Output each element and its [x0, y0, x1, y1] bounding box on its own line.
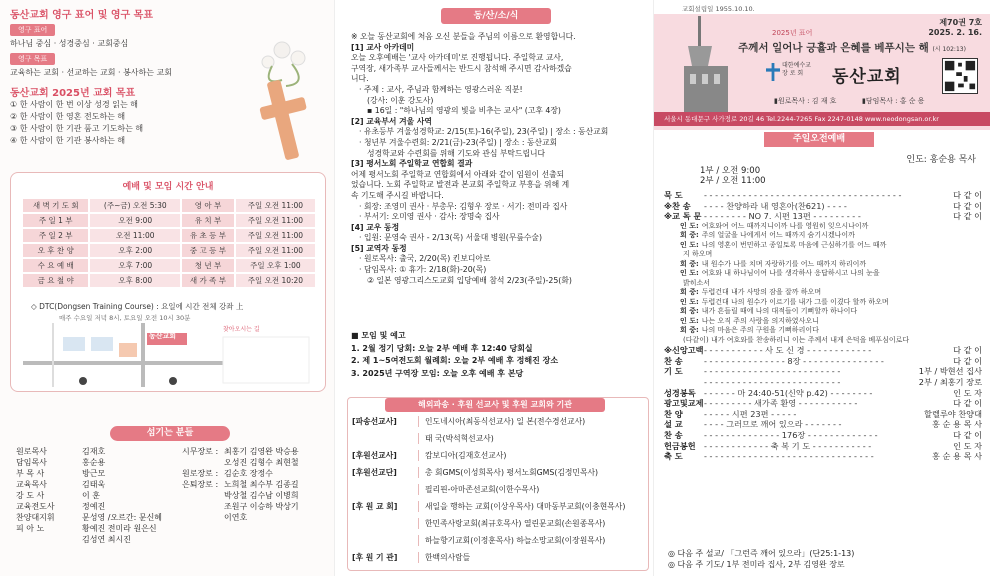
responsive-role: 인 도:	[680, 240, 699, 249]
times-cell: 유 치 부	[182, 214, 234, 227]
meetings-title: ■ 모임 및 예고	[351, 331, 406, 340]
times-cell: 주 일 1 부	[23, 214, 88, 227]
order-row	[664, 409, 982, 420]
slogan	[714, 40, 990, 55]
news-line: [3] 평서노회 주일학교 연합회 결과	[351, 159, 473, 169]
order-leader: 홍 순 용 목 사	[932, 419, 982, 430]
staff-sep	[72, 523, 82, 534]
order-leader: 1부 / 박현선 집사	[918, 366, 982, 377]
times-cell: 오후 8:00	[90, 274, 180, 287]
staff-names: 노희철 최수부 김종길	[224, 480, 299, 489]
news-line: 오늘 오후예배는 '교사 아카데미'로 진행됩니다. 주일학교 교사,	[351, 53, 564, 63]
staff-row	[16, 523, 186, 534]
news-line: 성경학교와 수련회를 위해 기도와 관심 부탁드립니다	[367, 148, 546, 158]
mission-value: 캄보디아(김재호선교사)	[418, 450, 646, 461]
times-cell: 금 요 철 야	[23, 274, 88, 287]
responsive-text: 밝히소서	[683, 278, 711, 287]
responsive-text: 여호와 내 하나님이여 나를 생각하사 응답하시고 나의 눈을	[701, 269, 880, 278]
responsive-line	[664, 260, 982, 270]
news-line: · 담임목사: ① 휴가: 2/18(화)-20(목)	[359, 265, 487, 275]
staff-label: 은퇴장로 :	[182, 480, 219, 489]
staff-names: 이연호	[224, 513, 248, 522]
responsive-text: 두렵건대 나의 원수가 이르기를 내가 그를 이겼다 할까 하오며	[701, 297, 889, 306]
service-title: 주일오전예배	[764, 132, 874, 147]
responsive-line	[664, 269, 982, 279]
mission-box	[347, 397, 649, 571]
staff-sep	[72, 479, 82, 490]
slogan-text: 주께서 일어나 긍휼과 은혜를 베푸시는 해	[738, 42, 929, 54]
mission-label: [후 원 기 관]	[352, 553, 398, 562]
responsive-line	[664, 288, 982, 298]
order-row	[664, 419, 982, 430]
staff-row	[16, 512, 186, 523]
order-row	[664, 377, 982, 388]
order-label: 찬 송	[664, 355, 683, 366]
times-row	[23, 199, 315, 212]
responsive-line	[664, 298, 982, 308]
address-bar: 서울시 동대문구 사가정로 20길 46 Tel.2244-7265 Fax 2247-0148 www.neodongsan.or.kr	[654, 112, 990, 126]
order-leader: 홍 순 용 목 사	[932, 451, 982, 462]
responsive-role: 인 도:	[680, 297, 699, 306]
staff-left-list	[16, 446, 186, 545]
service-time: 2부 / 오전 11:00	[700, 176, 766, 186]
senior-pastor: ▮담임목사 : 홍 순 용	[862, 97, 925, 105]
order-label: ※신앙고백	[664, 345, 704, 356]
responsive-text: 내가 흔들릴 때에 나의 대적들이 기뻐할까 하나이다	[701, 307, 858, 316]
staff-names: 박상철 김수남 이병희	[224, 491, 299, 500]
goal-2025-item: ① 한 사람이 한 번 이상 성경 읽는 해	[10, 100, 138, 109]
denom-line: 대한예수교	[782, 62, 811, 69]
staff-sep	[72, 512, 82, 523]
staff-role: 부 목 사	[16, 469, 45, 478]
staff-role: 교육전도사	[16, 502, 55, 511]
news-line: [1] 교사 아카데미	[351, 42, 415, 52]
responsive-line	[664, 231, 982, 241]
mission-value: 하늘향기교회(이정훈목사) 하늘소망교회(이장원목사)	[418, 535, 646, 546]
order-content: - - - - - - - - - - - - - - - 8장 - - - - - - - - - - - - - - -	[704, 355, 884, 366]
responsive-text: 두렵건대 내가 사망의 잠을 잘까 하오며	[701, 288, 822, 297]
order-leader: 다 같 이	[953, 398, 982, 409]
order-label: ※찬 송	[664, 200, 691, 211]
mission-row	[352, 433, 646, 444]
order-content: - - - - - - - - - - - - - - - - - - - - - - - - -	[704, 377, 841, 388]
news-list	[351, 32, 647, 286]
church-goals	[10, 6, 326, 166]
responsive-role: 회 중:	[680, 288, 699, 297]
staff-row	[16, 446, 186, 457]
center-panel	[334, 0, 654, 576]
staff-names: 최홍기 김영완 박승용	[224, 447, 299, 456]
times-title: 예배 및 모임 시간 안내	[122, 182, 214, 192]
responsive-line	[664, 241, 982, 251]
times-cell: 청 년 부	[182, 259, 234, 272]
staff-role: 찬양대지휘	[16, 513, 55, 522]
order-leader: 인 도 자	[953, 387, 982, 398]
staff-names: 조원구 이승하 박상기	[224, 502, 299, 511]
order-content: - - - - - - - - - - - - - - - - - - - - - - - - - - - - - - - - - - - -	[704, 190, 902, 200]
responsive-text: 내 원수가 나를 치며 자랑하기를 어느 때까지 하리이까	[701, 259, 867, 268]
responsive-line	[664, 307, 982, 317]
staff-role: 교육목사	[16, 480, 47, 489]
times-cell: 오전 9:00	[90, 214, 180, 227]
order-label	[664, 377, 704, 388]
mission-row	[352, 501, 646, 512]
order-leader: 인 도 자	[953, 440, 982, 451]
responsive-text: (다같이) 내가 여호와를 찬송하리니 이는 주께서 내게 은덕을 베푸심이로다	[683, 335, 910, 344]
mission-row	[352, 535, 646, 546]
staff-sep	[72, 490, 82, 501]
next-sermon: ◎ 다음 주 설교/ 「그런즉 깨어 있으라」(단25:1-13)	[668, 549, 855, 558]
times-cell: 오후 2:00	[90, 244, 180, 257]
staff-row	[16, 534, 186, 545]
staff-name: 황예진 전미라 원은신	[82, 524, 157, 533]
staff-names: 김순호 장정수	[224, 469, 273, 478]
mission-label	[352, 433, 418, 444]
slogan-ref: (시 102:13)	[932, 46, 966, 53]
times-row	[23, 244, 315, 257]
order-content: - - - - 찬양하라 내 영혼아(찬621) - - - -	[704, 200, 847, 211]
staff-sep	[72, 468, 82, 479]
mission-label	[352, 535, 418, 546]
order-leader: 할렐루야 찬양대	[924, 408, 982, 419]
times-row	[23, 229, 315, 242]
order-row	[664, 441, 982, 452]
news-line: · 유초등부 겨울성경학교: 2/15(토)-16(주일), 23(주일) | 장소 : 동산교회	[359, 127, 609, 137]
dtc-note: ◇ DTC(Dongsen Training Course) : 요일에 시간 전체 강좌 上	[31, 302, 244, 311]
news-line: 구역장, 새가족부 교사들께서는 반드시 참석해 주시면 감사하겠습	[351, 63, 572, 73]
map-church-label: 동산교회	[149, 332, 177, 340]
goal: 교육하는 교회 · 선교하는 교회 · 봉사하는 교회	[10, 68, 172, 77]
mission-value: 한백의사람들	[418, 552, 646, 563]
staff-label: 시무장로 :	[182, 447, 219, 456]
responsive-line	[664, 250, 982, 260]
mission-value: 필리핀-아마존선교회(이한수목사)	[418, 484, 646, 495]
established-date: 교회설립일 1955.10.10.	[682, 5, 755, 13]
news-line: [2] 교육부서 겨울 사역	[351, 116, 432, 126]
news-line: · 입원: 문영숙 권사 - 2/13(목) 서울대 병원(무릎수술)	[359, 233, 542, 243]
mission-value: 새일을 행하는 교회(이상우목사) 대마동부교회(이충현목사)	[418, 501, 646, 512]
denomination	[782, 62, 826, 78]
order-row	[664, 201, 982, 212]
responsive-text: 지 하오며	[683, 250, 713, 259]
meeting-item: 2. 제 1~5여전도회 월례회: 오늘 2부 예배 후 정해진 장소	[351, 356, 559, 365]
order-row	[664, 366, 982, 377]
goal-2025-item: ② 한 사람이 한 영혼 전도하는 해	[10, 112, 126, 121]
order-leader: 다 같 이	[953, 190, 982, 200]
staff-sep	[72, 534, 82, 545]
mission-row	[352, 552, 646, 563]
mission-row	[352, 450, 646, 461]
times-cell: 중 고 등 부	[182, 244, 234, 257]
times-row	[23, 274, 315, 287]
staff-sep	[72, 457, 82, 468]
mission-label	[352, 518, 418, 529]
worship-times-table	[21, 197, 317, 289]
times-row	[23, 259, 315, 272]
mission-label: [파송선교사]	[352, 417, 397, 426]
mission-row	[352, 518, 646, 529]
order-label: ※교 독 문	[664, 211, 702, 222]
church-building-icon	[678, 16, 734, 122]
news-line: · 부서기: 오미영 권사 · 감사: 장명숙 집사	[359, 212, 500, 222]
news-line: 었습니다. 노회 주일학교 발전과 본교회 주일학교 부흥을 위해 계	[351, 180, 570, 190]
staff-title: 섬기는 분들	[110, 426, 230, 441]
service-times	[700, 166, 766, 186]
order-label: 헌금봉헌	[664, 440, 696, 451]
staff-label: 원로장로 :	[182, 469, 219, 478]
news-line: · 주제 : 교사, 주님과 함께하는 영광스러운 직분!	[359, 84, 523, 94]
responsive-role: 회 중:	[680, 231, 699, 240]
left-panel	[0, 0, 334, 576]
staff-row	[16, 468, 186, 479]
news-line: · 원로목사: 출국, 2/20(목) 킨보디아로	[359, 254, 491, 264]
times-cell: 주일 오전 11:00	[236, 214, 315, 227]
pastor-emeritus: ▮원로목사 : 김 재 호	[774, 97, 837, 105]
staff-role: 담임목사	[16, 458, 47, 467]
order-content: - - - - 그러므로 깨어 있으라 - - - - - - -	[704, 419, 842, 430]
mission-value: 한민족사랑교회(최규호목사) 열린문교회(손원종목사)	[418, 518, 646, 529]
mission-value: 태 국(박석혁선교사)	[418, 433, 646, 444]
news-line: 니다.	[351, 74, 369, 84]
goal-tag: 영구 목표	[10, 53, 55, 65]
news-line: 어제 평서노회 주일학교 연합회에서 아래와 같이 임원이 선출되	[351, 169, 565, 179]
mission-title: 해외파송 · 후원 선교사 및 후원 교회와 기관	[385, 398, 605, 412]
motto: 하나님 중심 · 성경중심 · 교회중심	[10, 39, 129, 48]
staff-row	[16, 501, 186, 512]
staff-right-list	[182, 446, 328, 523]
times-cell: 오 후 찬 양	[23, 244, 88, 257]
order-content: - - - - - - - - - - - - - - - - - - - - - - - - - - - - - - -	[704, 451, 874, 462]
issue-info	[928, 17, 982, 37]
order-leader: 다 같 이	[953, 211, 982, 222]
times-cell: (주~금) 오전 5:30	[90, 199, 180, 212]
qr-code-icon[interactable]	[942, 58, 978, 94]
service-leader: 인도: 홍순용 목사	[906, 155, 976, 165]
order-row	[664, 190, 982, 201]
news-line: ② 일본 영광그리스도교회 입당예배 참석 2/23(주일)-25(화)	[367, 275, 572, 285]
times-cell: 유 초 등 부	[182, 229, 234, 242]
news-line: ※ 오늘 동산교회에 처음 오신 분들을 주님의 이름으로 환영합니다.	[351, 32, 576, 41]
staff-row	[16, 457, 186, 468]
order-row	[664, 430, 982, 441]
order-of-worship	[664, 190, 982, 462]
mission-row	[352, 467, 646, 478]
responsive-role: 인 도:	[680, 269, 699, 278]
order-content: - - - - - - - - - 새가족 환영 - - - - - - - - - - -	[704, 398, 858, 409]
staff-sep	[72, 446, 82, 457]
mission-value: 인도네시아(최동식선교사) 일 본(전수경선교사)	[418, 416, 646, 427]
responsive-line	[664, 222, 982, 232]
staff-name: 정예진	[82, 502, 106, 511]
issue-date: 2025. 2. 16.	[928, 28, 982, 37]
meeting-item: 1. 2월 정기 당회: 오늘 2부 예배 후 12:40 당회실	[351, 343, 533, 353]
mission-label	[352, 484, 418, 495]
goal-2025-item: ③ 한 사람이 한 기관 품고 기도하는 해	[10, 124, 144, 133]
order-leader: 다 같 이	[953, 345, 982, 356]
responsive-text: 나의 영혼이 번민하고 종일토록 마음에 근심하기를 어느 때까	[701, 240, 887, 249]
order-label: 찬 양	[664, 408, 683, 419]
times-cell: 수 요 예 배	[23, 259, 88, 272]
order-content: - - - - - 시편 23편 - - - - -	[704, 408, 797, 419]
dtc-sub: 매주 수요일 저녁 8시, 토요일 오전 10시 30분	[59, 314, 191, 322]
order-label: 기 도	[664, 366, 683, 377]
year-label: 2025년 표어	[772, 29, 813, 37]
staff-name: 방근모	[82, 469, 106, 478]
worship-times-box	[10, 172, 326, 392]
mission-row	[352, 484, 646, 495]
staff-name: 이 훈	[82, 491, 100, 500]
mission-label: [후원선교단]	[352, 468, 397, 477]
right-panel	[654, 0, 990, 576]
order-leader: 2부 / 최홍기 장로	[918, 377, 982, 388]
staff-role: 원로목사	[16, 447, 47, 456]
order-content: - - - - - - 마 24:40-51(신약 p.42) - - - - - - - -	[704, 387, 873, 398]
responsive-role: 회 중:	[680, 326, 699, 335]
responsive-line	[664, 336, 982, 346]
responsive-role: 인 도:	[680, 221, 699, 230]
denom-line: 장 로 회	[782, 70, 804, 77]
responsive-text: 나는 오직 주의 사랑을 의지하였사오니	[701, 316, 819, 325]
responsive-text: 여호와여 어느 때까지니이까 나를 영원히 잊으시나이까	[701, 221, 869, 230]
church-name: 동산교회	[832, 67, 902, 87]
order-label: 광고및교제	[664, 398, 704, 409]
times-cell: 주일 오전 11:00	[236, 199, 315, 212]
news-line: [4] 교우 동정	[351, 222, 400, 232]
times-cell: 주일 오전 11:00	[236, 229, 315, 242]
order-content: - - - - - - - - - - - - - - - - - - - - - - - - -	[704, 366, 841, 377]
meetings	[351, 330, 647, 380]
times-cell: 주일 오전 10:20	[236, 274, 315, 287]
order-leader: 다 같 이	[953, 355, 982, 366]
news-line: (강사: 이훈 강도사)	[367, 95, 434, 105]
news-line: ▪ 16일 : "하나님의 영광의 빛을 비추는 교사" (고후 4장)	[367, 106, 561, 116]
staff-row	[16, 479, 186, 490]
order-row	[664, 388, 982, 399]
times-cell: 영 아 부	[182, 199, 234, 212]
goals-title: 동산교회 영구 표어 및 영구 목표	[10, 10, 153, 21]
goals2025-title: 동산교회 2025년 교회 목표	[10, 88, 136, 99]
next-prayer: ◎ 다음 주 기도/ 1부 전미라 집사, 2부 김영완 장로	[668, 560, 845, 569]
times-row	[23, 214, 315, 227]
staff-role	[16, 534, 72, 545]
staff-role: 피 아 노	[16, 524, 45, 533]
staff-name: 김태욱	[82, 480, 106, 489]
order-row	[664, 398, 982, 409]
responsive-text: 나의 마음은 주의 구원을 기뻐하리이다	[701, 326, 819, 335]
responsive-role: 인 도:	[680, 316, 699, 325]
order-content: - - - - - - - - - - - - 축 복 기 도 - - - - - - - - - - -	[704, 440, 872, 451]
svg-text:찾아오시는 길: 찾아오시는 길	[223, 326, 260, 333]
staff-name: 홍순용	[82, 458, 106, 467]
mission-label: [후원선교사]	[352, 451, 397, 460]
news-line: · 회장: 조영미 권사 · 부총무: 김형우 장로 · 서기: 전미라 집사	[359, 201, 568, 211]
meeting-item: 3. 2025년 구역장 모임: 오늘 오후 예배 후 본당	[351, 368, 524, 378]
order-content: - - - - - - - - - - - 사 도 신 경 - - - - - - - - - - - -	[704, 345, 872, 356]
order-row	[664, 451, 982, 462]
times-cell: 오후 7:00	[90, 259, 180, 272]
mission-value: 총 회GMS(이성희목사) 평서노회GMS(김정민목사)	[418, 467, 646, 478]
staff-sep	[72, 501, 82, 512]
staff-role: 강 도 사	[16, 491, 45, 500]
news-title: 동/산/소/식	[441, 8, 551, 24]
order-row	[664, 211, 982, 222]
issue-volume: 제70권 7호	[939, 18, 982, 27]
times-cell: 주 일 2 부	[23, 229, 88, 242]
staff-name: 김성연 최시진	[82, 535, 131, 544]
order-label: 성경봉독	[664, 387, 696, 398]
order-leader: 다 같 이	[953, 430, 982, 441]
motto-tag: 영구 표어	[10, 24, 55, 36]
service-time: 1부 / 오전 9:00	[700, 166, 761, 176]
mission-label: [후 원 교 회]	[352, 502, 398, 511]
mission-row	[352, 416, 646, 427]
order-leader: 다 같 이	[953, 200, 982, 211]
news-line: 속 기도해 주시길 바랍니다.	[351, 190, 444, 200]
staff-name: 김재호	[82, 447, 106, 456]
order-row	[664, 345, 982, 356]
staff-row	[16, 490, 186, 501]
order-content: - - - - - - - - NO 7. 시편 13편 - - - - - - - - -	[704, 211, 861, 222]
order-label: 찬 송	[664, 430, 683, 441]
times-cell: 주일 오전 11:00	[236, 244, 315, 257]
next-week	[668, 548, 854, 570]
order-label: 설 교	[664, 419, 683, 430]
times-cell: 새 벽 기 도 회	[23, 199, 88, 212]
staff-box	[10, 426, 326, 572]
responsive-line	[664, 279, 982, 289]
order-content: - - - - - - - - - - - - - - 176장 - - - - - - - - - - - - -	[704, 430, 878, 441]
news-line: [5] 교역자 동정	[351, 243, 407, 253]
staff-name: 문성영 /오르간: 문신혜	[82, 513, 163, 522]
order-label: 축 도	[664, 451, 683, 462]
responsive-role: 회 중:	[680, 259, 699, 268]
order-row	[664, 356, 982, 367]
goal-2025-item: ④ 한 사람이 한 기관 봉사하는 해	[10, 136, 126, 145]
times-cell: 새 가 족 부	[182, 274, 234, 287]
responsive-role: 회 중:	[680, 307, 699, 316]
responsive-line	[664, 326, 982, 336]
order-label: 묵 도	[664, 190, 683, 200]
responsive-text: 주의 얼굴을 나에게서 어느 때까지 숨기시겠나이까	[701, 231, 855, 240]
times-cell: 주일 오후 1:00	[236, 259, 315, 272]
news-line: · 청년부 겨울수련회: 2/21(금)-23(주일) | 장소 : 동산교회	[359, 137, 558, 147]
staff-names: 오성진 김형수 최현철	[224, 458, 299, 467]
times-cell: 오전 11:00	[90, 229, 180, 242]
cross-flower-icon	[242, 36, 322, 166]
responsive-line	[664, 317, 982, 327]
